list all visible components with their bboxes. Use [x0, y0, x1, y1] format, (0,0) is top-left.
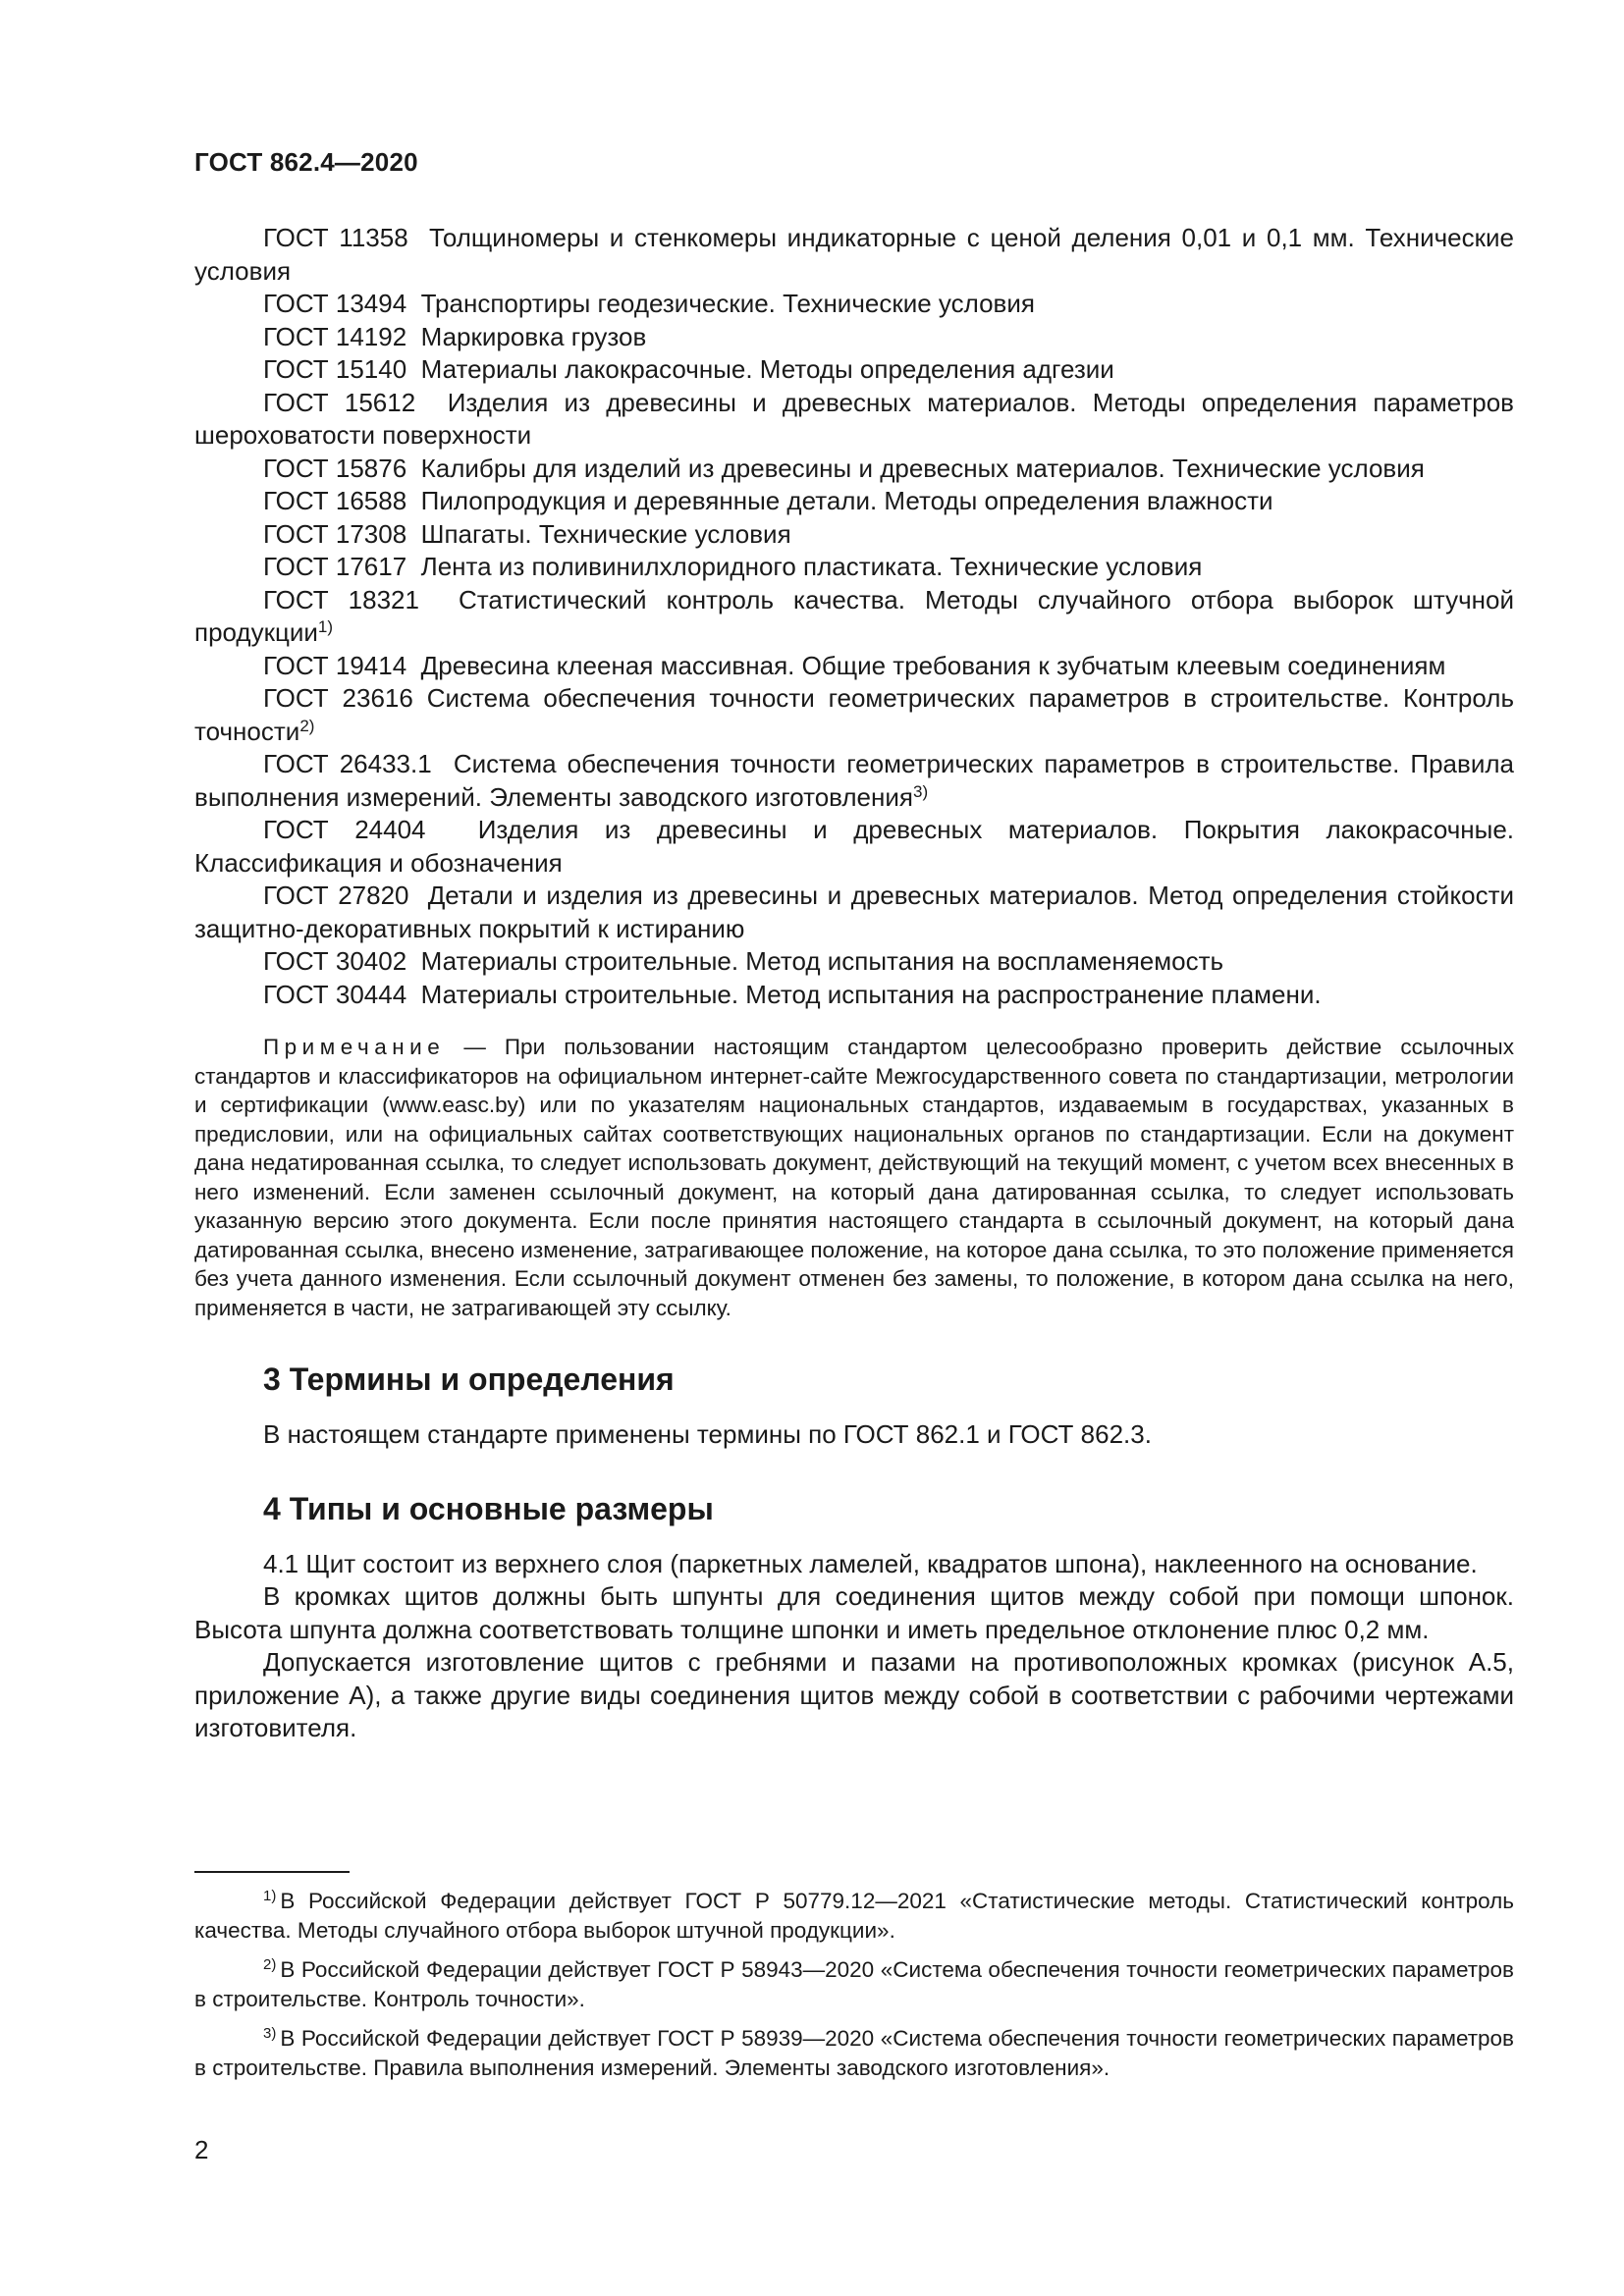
reference-code: ГОСТ 23616 — [263, 683, 413, 713]
section-3-heading: 3 Термины и определения — [263, 1362, 675, 1397]
reference-title: Статистический контроль качества. Методы случайного отбора выборок штучной продукции — [194, 584, 1514, 647]
reference-code: ГОСТ 26433.1 — [263, 749, 432, 778]
reference-title: Маркировка грузов — [420, 321, 647, 351]
footnote-mark: 3) — [263, 2025, 277, 2042]
reference-item — [194, 650, 1514, 683]
section-4-paragraph: Допускается изготовление щитов с гребнями и пазами на противоположных кромках (рисунок А.5, приложение А), а также другие виды соединения щитов между собой в соответствии с рабочими чертежами изготовителя. — [194, 1647, 1514, 1742]
footnotes — [194, 1887, 1514, 2093]
reference-item — [194, 453, 1514, 486]
reference-code: ГОСТ 30444 — [263, 979, 407, 1009]
reference-code: ГОСТ 17308 — [263, 518, 407, 549]
reference-title: Система обеспечения точности геометрических параметров в строительстве. Контроль точности — [194, 683, 1514, 746]
footnote — [194, 2024, 1514, 2083]
reference-title: Толщиномеры и стенкомеры индикаторные с ценой деления 0,01 и 0,1 мм. Технические условия — [194, 223, 1514, 286]
reference-title: Древесина клееная массивная. Общие требования к зубчатым клеевым соединениям — [420, 650, 1446, 680]
reference-title: Транспортиры геодезические. Технические условия — [420, 289, 1035, 318]
note-label: Примечание — [263, 1035, 446, 1059]
footnote-mark: 1) — [263, 1888, 277, 1904]
reference-title: Пилопродукция и деревянные детали. Методы определения влажности — [420, 486, 1273, 515]
reference-code: ГОСТ 16588 — [263, 486, 407, 515]
footnote-ref[interactable]: 3) — [912, 781, 929, 801]
reference-code: ГОСТ 11358 — [263, 223, 408, 252]
reference-item — [194, 945, 1514, 979]
reference-title: Детали и изделия из древесины и древесных материалов. Метод определения стойкости защитно-декоративных покрытий к истиранию — [194, 881, 1515, 943]
reference-item — [194, 979, 1514, 1012]
reference-title: Материалы строительные. Метод испытания на воспламеняемость — [420, 946, 1224, 976]
reference-item — [194, 485, 1514, 518]
reference-item — [194, 222, 1514, 288]
reference-item — [194, 880, 1514, 945]
reference-code: ГОСТ 30402 — [263, 946, 407, 976]
reference-title: Лента из поливинилхлоридного пластиката. Технические условия — [420, 552, 1203, 581]
footnote-ref[interactable]: 1) — [317, 617, 334, 636]
reference-item — [194, 321, 1514, 354]
reference-code: ГОСТ 18321 — [263, 584, 419, 614]
reference-code: ГОСТ 24404 — [263, 815, 426, 844]
section-4-paragraph: В кромках щитов должны быть шпунты для соединения щитов между собой при помощи шпонок. Высота шпунта должна соответствовать толщине шпонки и иметь предельное отклонение плюс 0,2 мм. — [194, 1581, 1514, 1644]
footnote-text: В Российской Федерации действует ГОСТ Р 50779.12—2021 «Статистические методы. Статистический контроль качества. Методы случайного отбора выборок штучной продукции». — [194, 1889, 1514, 1943]
reference-title: Шпагаты. Технические условия — [420, 518, 791, 549]
reference-code: ГОСТ 15876 — [263, 453, 407, 483]
reference-item — [194, 682, 1514, 748]
footnote-text: В Российской Федерации действует ГОСТ Р 58939—2020 «Система обеспечения точности геометрических параметров в строительстве. Правила выполнения измерений. Элементы заводского изготовления». — [194, 2026, 1514, 2080]
footnote-mark: 2) — [263, 1956, 277, 1973]
reference-title: Материалы строительные. Метод испытания на распространение пламени. — [420, 979, 1322, 1009]
reference-title: Система обеспечения точности геометрических параметров в строительстве. Правила выполнения измерений. Элементы заводского изготовления — [194, 749, 1514, 812]
section-4-heading: 4 Типы и основные размеры — [263, 1490, 714, 1526]
section-3-text: В настоящем стандарте применены термины по ГОСТ 862.1 и ГОСТ 862.3. — [263, 1419, 1152, 1449]
reference-title: Изделия из древесины и древесных материалов. Методы определения параметров шероховатости поверхности — [194, 387, 1514, 450]
footnote — [194, 1887, 1514, 1946]
reference-code: ГОСТ 27820 — [263, 881, 409, 910]
running-header: ГОСТ 862.4—2020 — [194, 147, 418, 177]
reference-item — [194, 288, 1514, 321]
reference-item — [194, 518, 1514, 552]
reference-title: Калибры для изделий из древесины и древесных материалов. Технические условия — [420, 453, 1425, 483]
footnote-ref[interactable]: 2) — [299, 716, 315, 735]
footnote — [194, 1955, 1514, 2014]
reference-code: ГОСТ 15140 — [263, 354, 407, 384]
reference-item — [194, 353, 1514, 387]
reference-title: Изделия из древесины и древесных материалов. Покрытия лакокрасочные. Классификация и обозначения — [194, 815, 1514, 878]
footnote-separator — [194, 1871, 350, 1873]
section-4-paragraph: 4.1 Щит состоит из верхнего слоя (паркетных ламелей, квадратов шпона), наклеенного на основание. — [263, 1548, 1478, 1578]
reference-code: ГОСТ 15612 — [263, 387, 416, 417]
normative-references-list — [194, 222, 1514, 1011]
reference-title: Материалы лакокрасочные. Методы определения адгезии — [420, 354, 1114, 384]
reference-item — [194, 584, 1514, 650]
reference-code: ГОСТ 14192 — [263, 321, 407, 351]
main-content — [194, 222, 1514, 1745]
reference-code: ГОСТ 19414 — [263, 650, 407, 680]
reference-item — [194, 551, 1514, 584]
note-text: — При пользовании настоящим стандартом целесообразно проверить действие ссылочных стандартов и классификаторов на официальном интернет-сайте Межгосударственного совета по стандартизации, метрологии и сертификации (www.easc.by) или по указателям национальных стандартов, издаваемым в государствах, указанных в предисловии, или на официальных сайтах соответствующих национальных органов по стандартизации. Если на документ дана недатированная ссылка, то следует использовать документ, действующий на текущий момент, с учетом всех внесенных в него изменений. Если заменен ссылочный документ, на который дана датированная ссылка, то следует использовать указанную версию этого документа. Если после принятия настоящего стандарта в ссылочный документ, на который дана датированная ссылка, внесено изменение, затрагивающее положение, на которое дана ссылка, то это положение применяется без учета данного изменения. Если ссылочный документ отменен без замены, то положение, в котором дана ссылка на него, применяется в части, не затрагивающей эту ссылку. — [194, 1035, 1514, 1320]
reference-code: ГОСТ 17617 — [263, 552, 407, 581]
reference-item — [194, 387, 1514, 453]
note-paragraph — [194, 1033, 1514, 1322]
footnote-text: В Российской Федерации действует ГОСТ Р 58943—2020 «Система обеспечения точности геометрических параметров в строительстве. Контроль точности». — [194, 1957, 1514, 2011]
reference-item — [194, 748, 1514, 814]
reference-code: ГОСТ 13494 — [263, 289, 407, 318]
reference-item — [194, 814, 1514, 880]
page-number: 2 — [194, 2135, 209, 2164]
